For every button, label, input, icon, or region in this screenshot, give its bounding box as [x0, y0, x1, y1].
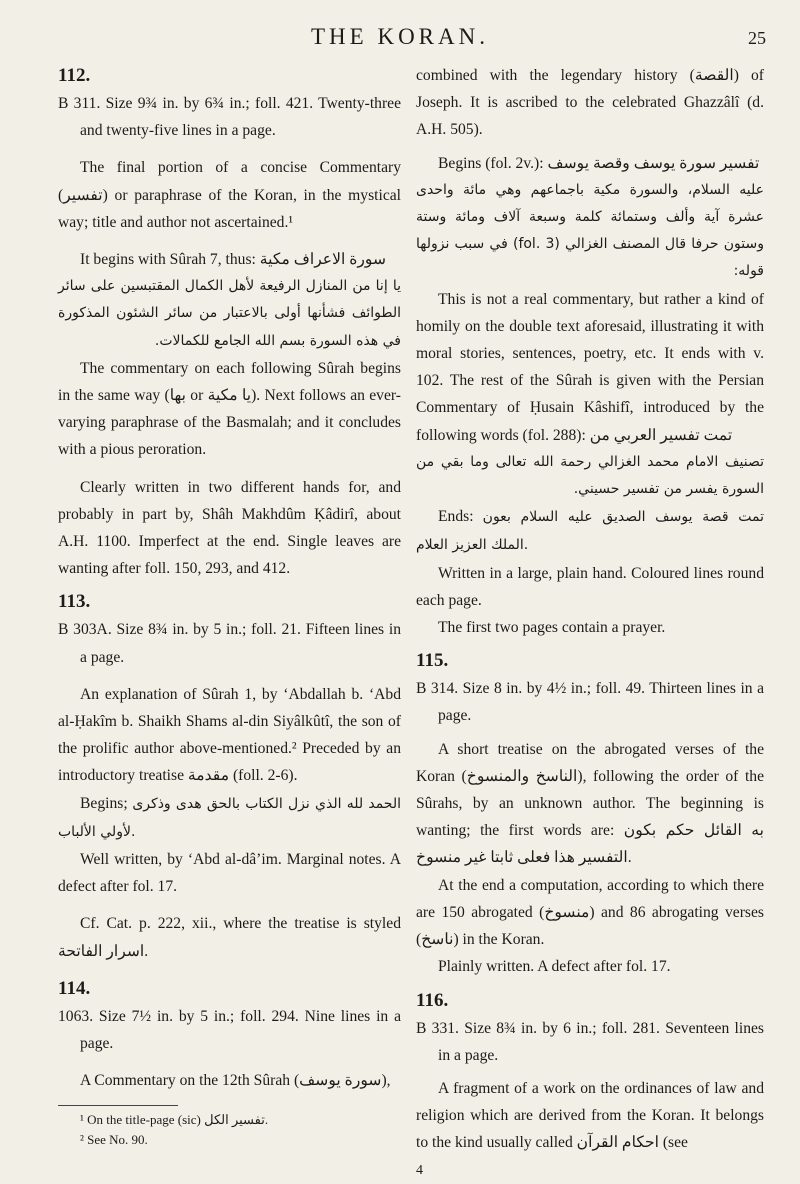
entry-114-arabic-explicit: تمت قصة يوسف الصديق عليه السلام بعون الملك العزيز العلام.	[416, 509, 764, 554]
signature-mark: 4	[416, 1162, 423, 1178]
page-header	[0, 20, 800, 54]
running-title: THE KORAN.	[311, 24, 489, 49]
right-column	[416, 62, 764, 1184]
begins-label: Begins;	[80, 794, 128, 812]
left-column	[58, 62, 401, 1150]
entry-115-script-note: Plainly written. A defect after fol. 17.	[438, 958, 671, 976]
entry-112-description: The final portion of a concise Commentary (تفسير) or paraphrase of the Koran, in the mystical way; title and author not ascertained.¹	[58, 159, 401, 231]
entry-114-continuation: combined with the legendary history (القصة) of Joseph. It is ascribed to the celebrated Ghazzâlî (d. A.H. 505).	[416, 67, 764, 139]
page-number: 25	[748, 28, 766, 48]
entry-114-arabic-incipit: عليه السلام، والسورة مكية باجماعهم وهي مائة واحدى عشرة آية وألف وستمائة كلمة وسبعة آلاف ومائة وستة وستون حرفا قال المصنف الغزالي (fol. 3) في سبب نزولها قوله:	[416, 181, 764, 280]
entry-115-computation: At the end a computation, according to which there are 150 abrogated (منسوخ) and 86 abrogating verses (ناسخ) in the Koran.	[416, 876, 764, 949]
footnote-2: ² See No. 90.	[80, 1131, 148, 1147]
entry-114-arabic-transition: تصنيف الامام محمد الغزالي رحمة الله تعالى وما بقي من السورة يفسر من تفسير حسيني.	[416, 453, 764, 498]
entry-number-115: 115.	[416, 650, 449, 672]
entry-114-script-note: Written in a large, plain hand. Coloured lines round each page.	[416, 564, 764, 609]
entry-112-commentary-note: The commentary on each following Sûrah begins in the same way (بها or يا مكية). Next follows an ever-varying paraphrase of the Basmalah; and it concludes with a pious peroration.	[58, 359, 401, 459]
entry-113-catalogue-ref: Cf. Cat. p. 222, xii., where the treatise is styled اسرار الفاتحة.	[58, 915, 401, 960]
entry-113-description: An explanation of Sûrah 1, by ‘Abdallah b. ‘Abd al-Ḥakîm b. Shaikh Shams al-din Siyâlkûtî, the son of the prolific author above-mentioned.² Preceded by an introductory treatise مقدمة (foll. 2-6).	[58, 685, 401, 785]
entry-114-commentary-note: This is not a real commentary, but rather a kind of homily on the double text aforesaid, illustrating it with moral stories, sentences, poetry, etc. It ends with v. 102. The rest of the Sûrah is given with the Persian Commentary of Ḥusain Kâshifî, introduced by the following words (fol. 288): تمت تفسير العربي من	[416, 290, 764, 444]
footnote-rule	[58, 1105, 178, 1106]
entry-number-112: 112.	[58, 65, 91, 86]
entry-number-116: 116.	[416, 989, 449, 1011]
entry-115-heading: B 314. Size 8 in. by 4½ in.; foll. 49. Thirteen lines in a page.	[416, 680, 764, 725]
entry-112-begins: It begins with Sûrah 7, thus: سورة الاعراف مكية	[80, 251, 387, 269]
footnote-1: ¹ On the title-page (sic) تفسير الكل.	[80, 1111, 269, 1127]
entry-116-heading: B 331. Size 8¾ in. by 6 in.; foll. 281. Seventeen lines in a page.	[416, 1019, 764, 1064]
entry-113-begins-row	[58, 790, 401, 846]
entry-116-description: A fragment of a work on the ordinances of law and religion which are derived from the Koran. It belongs to the kind usually called احكام القرآن (see	[416, 1079, 764, 1152]
entry-112-arabic-incipit: يا إنا من المنازل الرفيعة لأهل الكمال المقتبسين على سائر الطوائف فشأنها أولى بالاعتبار من سائر الشئون المذكورة في هذه السورة بسم الله الجامع للكمالات.	[58, 278, 401, 349]
entry-113-script-note: Well written, by ‘Abd al-dâ’im. Marginal notes. A defect after fol. 17.	[58, 851, 401, 896]
entry-113-heading: B 303A. Size 8¾ in. by 5 in.; foll. 21. Fifteen lines in a page.	[58, 621, 401, 666]
ends-label: Ends:	[438, 508, 474, 526]
entry-114-begins: Begins (fol. 2v.): تفسير سورة يوسف وقصة يوسف	[438, 154, 760, 172]
entry-number-114: 114.	[58, 977, 91, 999]
entry-number-113: 113.	[58, 591, 91, 613]
entry-113-arabic-incipit: الحمد لله الذي نزل الكتاب بالحق هدى وذكرى لأولي الألباب.	[58, 795, 401, 840]
entry-114-description: A Commentary on the 12th Sûrah (سورة يوسف),	[80, 1072, 391, 1090]
entry-114-prayer-note: The first two pages contain a prayer.	[438, 619, 666, 637]
entry-112-script-note: Clearly written in two different hands for, and probably in part by, Shâh Makhdûm Ḳâdirî, about A.H. 1100. Imperfect at the end. Single leaves are wanting after foll. 150, 293, and 412.	[58, 478, 401, 578]
entry-114-heading: 1063. Size 7½ in. by 5 in.; foll. 294. Nine lines in a page.	[58, 1007, 401, 1053]
entry-112-heading: B 311. Size 9¾ in. by 6¾ in.; foll. 421. Twenty-three and twenty-five lines in a page.	[58, 95, 401, 140]
entry-114-ends-row	[416, 503, 764, 559]
entry-115-description: A short treatise on the abrogated verses of the Koran (الناسخ والمنسوخ), following the order of the Sûrahs, by an unknown author. The beginning is wanting; the first words are: به القائل حكم بكون التفسير هذا فعلى ثابتا غير منسوخ.	[416, 740, 764, 867]
